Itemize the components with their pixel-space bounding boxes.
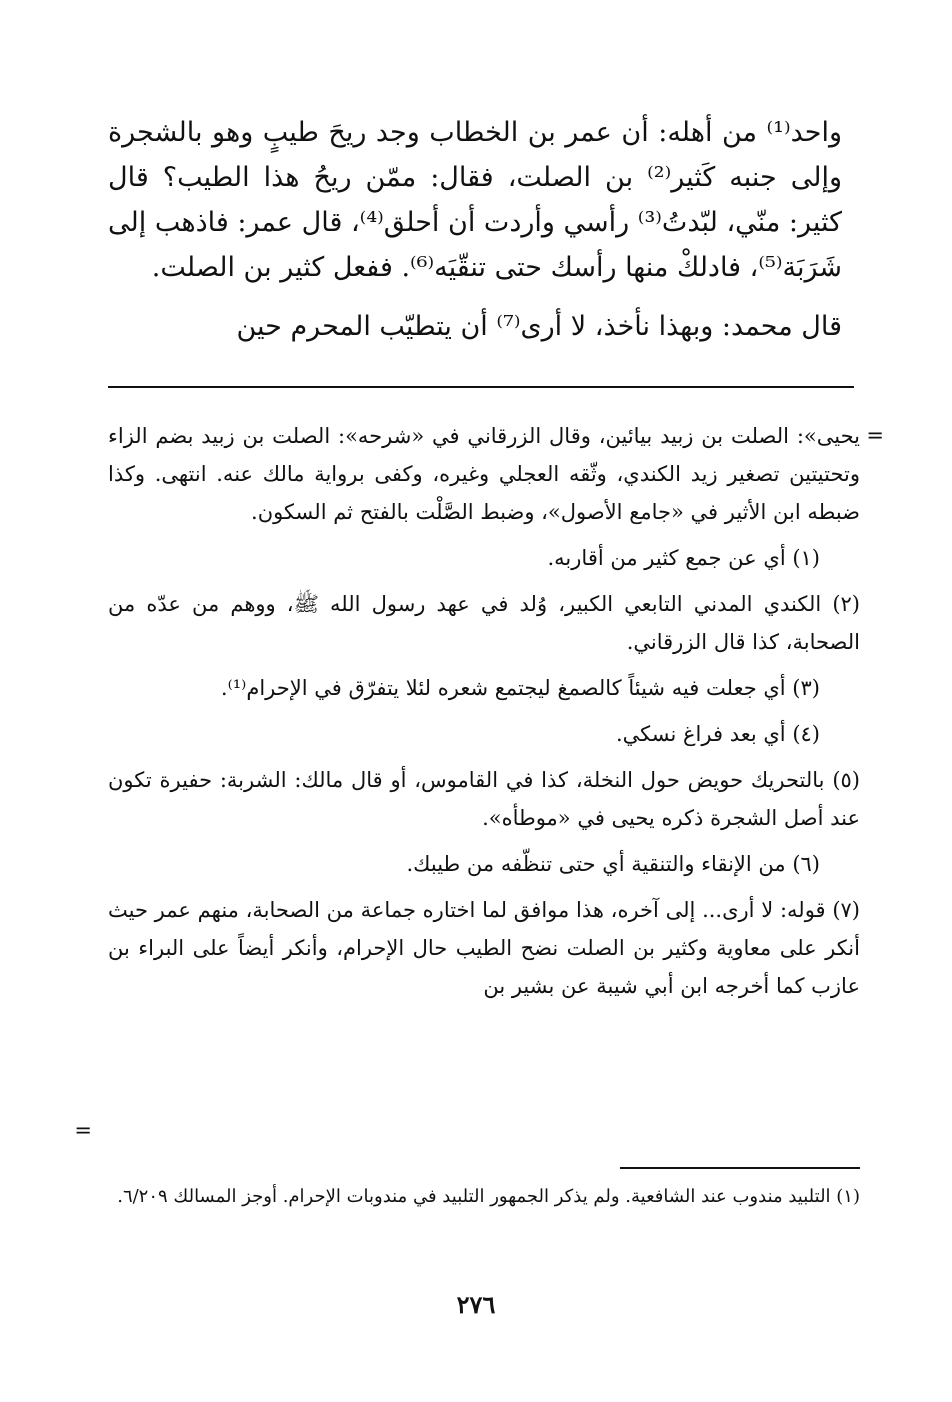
- footnote-6: (٦) من الإنقاء والتنقية أي حتى تنظّفه من طيبك.: [406, 852, 820, 876]
- footnote-2: (٢) الكندي المدني التابعي الكبير، وُلد في عهد رسول الله ﷺ، ووهم من عدّه من الصحابة، كذا قال الزرقاني.: [108, 592, 860, 654]
- sub-footnote-divider: [620, 1167, 860, 1169]
- footnote-divider: [108, 386, 854, 388]
- footnote-1: (١) أي عن جمع كثير من أقاربه.: [547, 546, 820, 570]
- continuation-marker: =: [866, 423, 884, 447]
- sub-footnotes: [108, 1180, 860, 1214]
- footnote-5: (٥) بالتحريك حويض حول النخلة، كذا في القاموس، أو قال مالك: الشربة: حفيرة تكون عند أصل الشجرة ذكره يحيى في «موطأه».: [108, 768, 860, 830]
- footnote-7: (٧) قوله: لا أرى... إلى آخره، هذا موافق لما اختاره جماعة من الصحابة، منهم عمر حيث أنكر على معاوية وكثير بن الصلت نضح الطيب حال الإحرام، وأنكر أيضاً على البراء بن عازب كما أخرجه ابن أبي شيبة عن بشير بن: [108, 898, 860, 998]
- footnotes: [108, 417, 860, 1005]
- page-number: ٢٧٦: [456, 1290, 496, 1319]
- footnote-continuation: يحيى»: الصلت بن زبيد بيائين، وقال الزرقاني في «شرحه»: الصلت بن زبيد بضم الزاء وتحتيتين تصغير زيد الكندي، وثّقه العجلي وغيره، وكفى برواية مالك عنه. انتهى. وكذا ضبطه ابن الأثير في «جامع الأصول»، وضبط الصَّلْت بالفتح ثم السكون.: [108, 424, 860, 524]
- footnote-3: (٣) أي جعلت فيه شيئاً كالصمغ ليجتمع شعره لئلا يتفرّق في الإحرام⁽¹⁾.: [220, 676, 820, 700]
- main-paragraph: واحد⁽¹⁾ من أهله: أن عمر بن الخطاب وجد ريحَ طيبٍ وهو بالشجرة وإلى جنبه كَثير⁽²⁾ بن الصلت، فقال: ممّن ريحُ هذا الطيب؟ قال كثير: منّي، لبّدتُ⁽³⁾ رأسي وأردت أن أحلق⁽⁴⁾، قال عمر: فاذهب إلى شَرَبَة⁽⁵⁾، فادلكْ منها رأسك حتى تنقّيَه⁽⁶⁾. ففعل كثير بن الصلت.: [108, 117, 843, 283]
- sub-footnote-1: (١) التلبيد مندوب عند الشافعية. ولم يذكر الجمهور التلبيد في مندوبات الإحرام. أوجز المسالك ٦/٢٠٩.: [117, 1186, 860, 1207]
- main-text: [108, 110, 842, 349]
- footnote-4: (٤) أي بعد فراغ نسكي.: [616, 722, 820, 746]
- main-paragraph: قال محمد: وبهذا نأخذ، لا أرى⁽⁷⁾ أن يتطيّب المحرم حين: [236, 311, 842, 342]
- end-continuation-marker: =: [74, 1118, 92, 1142]
